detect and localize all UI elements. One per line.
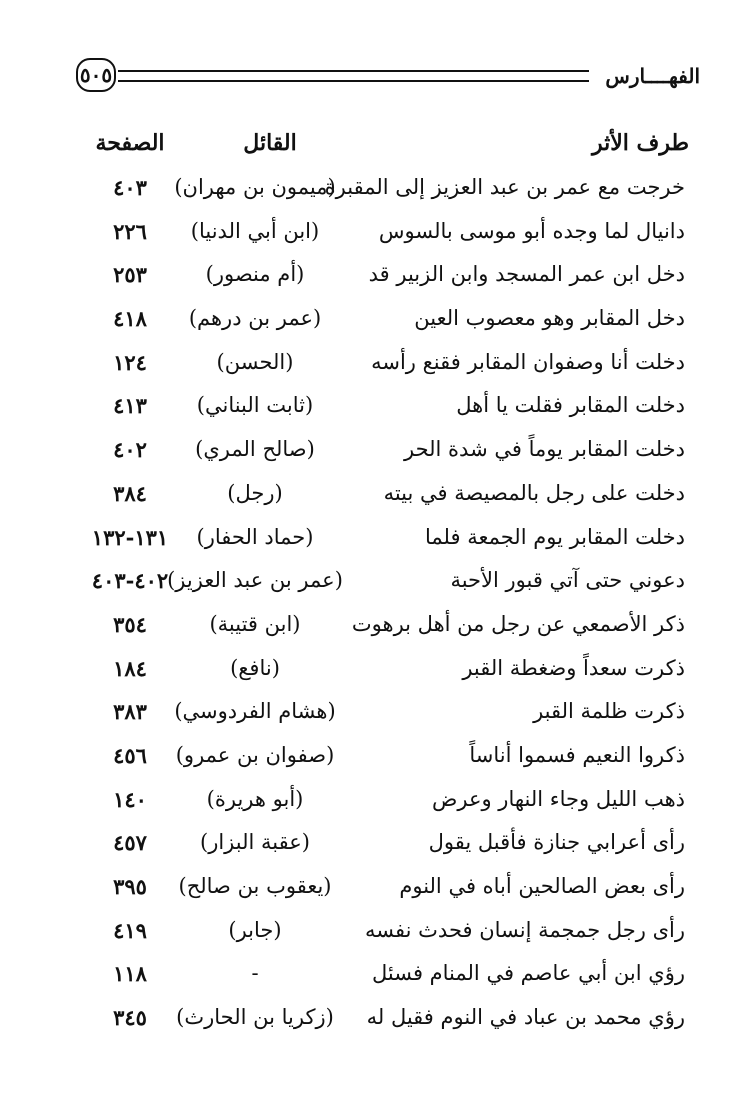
index-row <box>0 384 755 428</box>
page-cell: ٣٤٥ <box>113 1005 147 1031</box>
page-cell: ٣٨٣ <box>113 699 147 725</box>
page-cell: ٤١٨ <box>113 306 147 332</box>
index-row <box>0 690 755 734</box>
athar-cell: ذكروا النعيم فسموا أناساً <box>469 742 685 767</box>
page-header <box>0 0 755 110</box>
page-cell: ٤٥٦ <box>113 742 147 768</box>
qail-cell: (صالح المري) <box>195 437 315 462</box>
header-rule-top <box>118 70 589 72</box>
index-row <box>0 603 755 647</box>
athar-cell: دخلت أنا وصفوان المقابر فقنع رأسه <box>371 349 685 374</box>
page-cell: ١١٨ <box>113 961 147 987</box>
athar-cell: ذهب الليل وجاء النهار وعرض <box>431 786 685 811</box>
page-cell: ٤٥٧ <box>113 830 147 856</box>
index-row <box>0 996 755 1040</box>
qail-cell: (عمر بن عبد العزيز) <box>167 568 343 593</box>
page-cell: ٣٩٥ <box>113 874 147 899</box>
qail-cell: (أم منصور) <box>205 262 305 287</box>
qail-cell: (زكريا بن الحارث) <box>176 1005 334 1030</box>
page-number: ٥٠٥ <box>76 58 116 92</box>
qail-cell: (ابن أبي الدنيا) <box>190 218 320 243</box>
qail-cell: (رجل) <box>227 480 283 505</box>
athar-cell: دخلت المقابر يوماً في شدة الحر <box>404 437 685 462</box>
athar-cell: ذكرت ظلمة القبر <box>533 699 685 724</box>
qail-cell: (يعقوب بن صالح) <box>178 874 332 898</box>
qail-cell: - <box>251 961 259 986</box>
qail-cell: (جابر) <box>228 917 282 942</box>
qail-cell: (عمر بن درهم) <box>188 306 322 331</box>
athar-cell: دعوني حتى آتي قبور الأحبة <box>450 568 685 593</box>
index-row <box>0 778 755 822</box>
qail-cell: (عقبة البزار) <box>200 830 310 855</box>
athar-cell: رأى بعض الصالحين أباه في النوم <box>399 874 685 898</box>
qail-cell: (ثابت البناني) <box>196 393 314 418</box>
athar-cell: دخل المقابر وهو معصوب العين <box>414 306 685 331</box>
athar-cell: رأى رجل جمجمة إنسان فحدث نفسه <box>365 917 685 942</box>
athar-cell: رأى أعرابي جنازة فأقبل يقول <box>428 830 685 855</box>
qail-cell: (حماد الحفار) <box>196 524 314 549</box>
athar-cell: رؤي محمد بن عباد في النوم فقيل له <box>366 1005 685 1030</box>
index-row <box>0 559 755 603</box>
index-table <box>0 166 755 1040</box>
index-row <box>0 253 755 297</box>
qail-cell: (صفوان بن عمرو) <box>175 742 335 767</box>
athar-cell: ذكر الأصمعي عن رجل من أهل برهوت <box>351 611 685 636</box>
athar-cell: دخلت المقابر فقلت يا أهل <box>456 393 685 418</box>
page-cell: ١٨٤ <box>113 655 147 681</box>
qail-cell: (ميمون بن مهران) <box>174 175 336 199</box>
page-cell: ٣٨٤ <box>113 480 147 506</box>
index-row <box>0 428 755 472</box>
column-header-page: الصفحة <box>95 130 165 156</box>
index-row <box>0 472 755 516</box>
header-rule-bottom <box>118 80 589 82</box>
athar-cell: دخلت المقابر يوم الجمعة فلما <box>425 524 685 549</box>
column-header-qail: القائل <box>243 130 297 156</box>
page-cell: ٢٢٦ <box>113 218 147 244</box>
index-row <box>0 909 755 953</box>
page-cell: ٤١٩ <box>113 917 147 943</box>
qail-cell: (نافع) <box>230 655 280 680</box>
qail-cell: (أبو هريرة) <box>206 786 304 811</box>
column-header-athar: طرف الأثر <box>591 130 689 156</box>
page-cell: ٣٥٤ <box>113 611 147 637</box>
index-row <box>0 297 755 341</box>
page-cell: ٤٠٢-٤٠٣ <box>91 568 169 594</box>
index-row <box>0 952 755 996</box>
section-title: الفهــــارس <box>605 64 700 88</box>
index-row <box>0 821 755 865</box>
page-cell: ١٣١-١٣٢ <box>91 524 169 550</box>
athar-cell: دخل ابن عمر المسجد وابن الزبير قد <box>368 262 685 287</box>
page-cell: ١٢٤ <box>113 349 147 375</box>
qail-cell: (ابن قتيبة) <box>209 611 301 636</box>
page-cell: ١٤٠ <box>113 786 147 812</box>
athar-cell: خرجت مع عمر بن عبد العزيز إلى المقبرة <box>324 175 685 199</box>
page-cell: ٢٥٣ <box>113 262 147 288</box>
athar-cell: دخلت على رجل بالمصيصة في بيته <box>383 480 685 505</box>
index-row <box>0 734 755 778</box>
page-cell: ٤٠٣ <box>113 175 147 200</box>
index-row <box>0 516 755 560</box>
page-cell: ٤٠٢ <box>113 437 147 463</box>
index-row <box>0 647 755 691</box>
qail-cell: (الحسن) <box>216 349 294 374</box>
athar-cell: دانيال لما وجده أبو موسى بالسوس <box>378 218 685 243</box>
column-headers <box>0 118 755 168</box>
page-cell: ٤١٣ <box>113 393 147 419</box>
qail-cell: (هشام الفردوسي) <box>174 699 336 724</box>
index-row <box>0 166 755 210</box>
athar-cell: ذكرت سعداً وضغطة القبر <box>462 655 685 680</box>
index-row <box>0 210 755 254</box>
index-row <box>0 865 755 909</box>
athar-cell: رؤي ابن أبي عاصم في المنام فسئل <box>371 961 685 986</box>
index-row <box>0 341 755 385</box>
